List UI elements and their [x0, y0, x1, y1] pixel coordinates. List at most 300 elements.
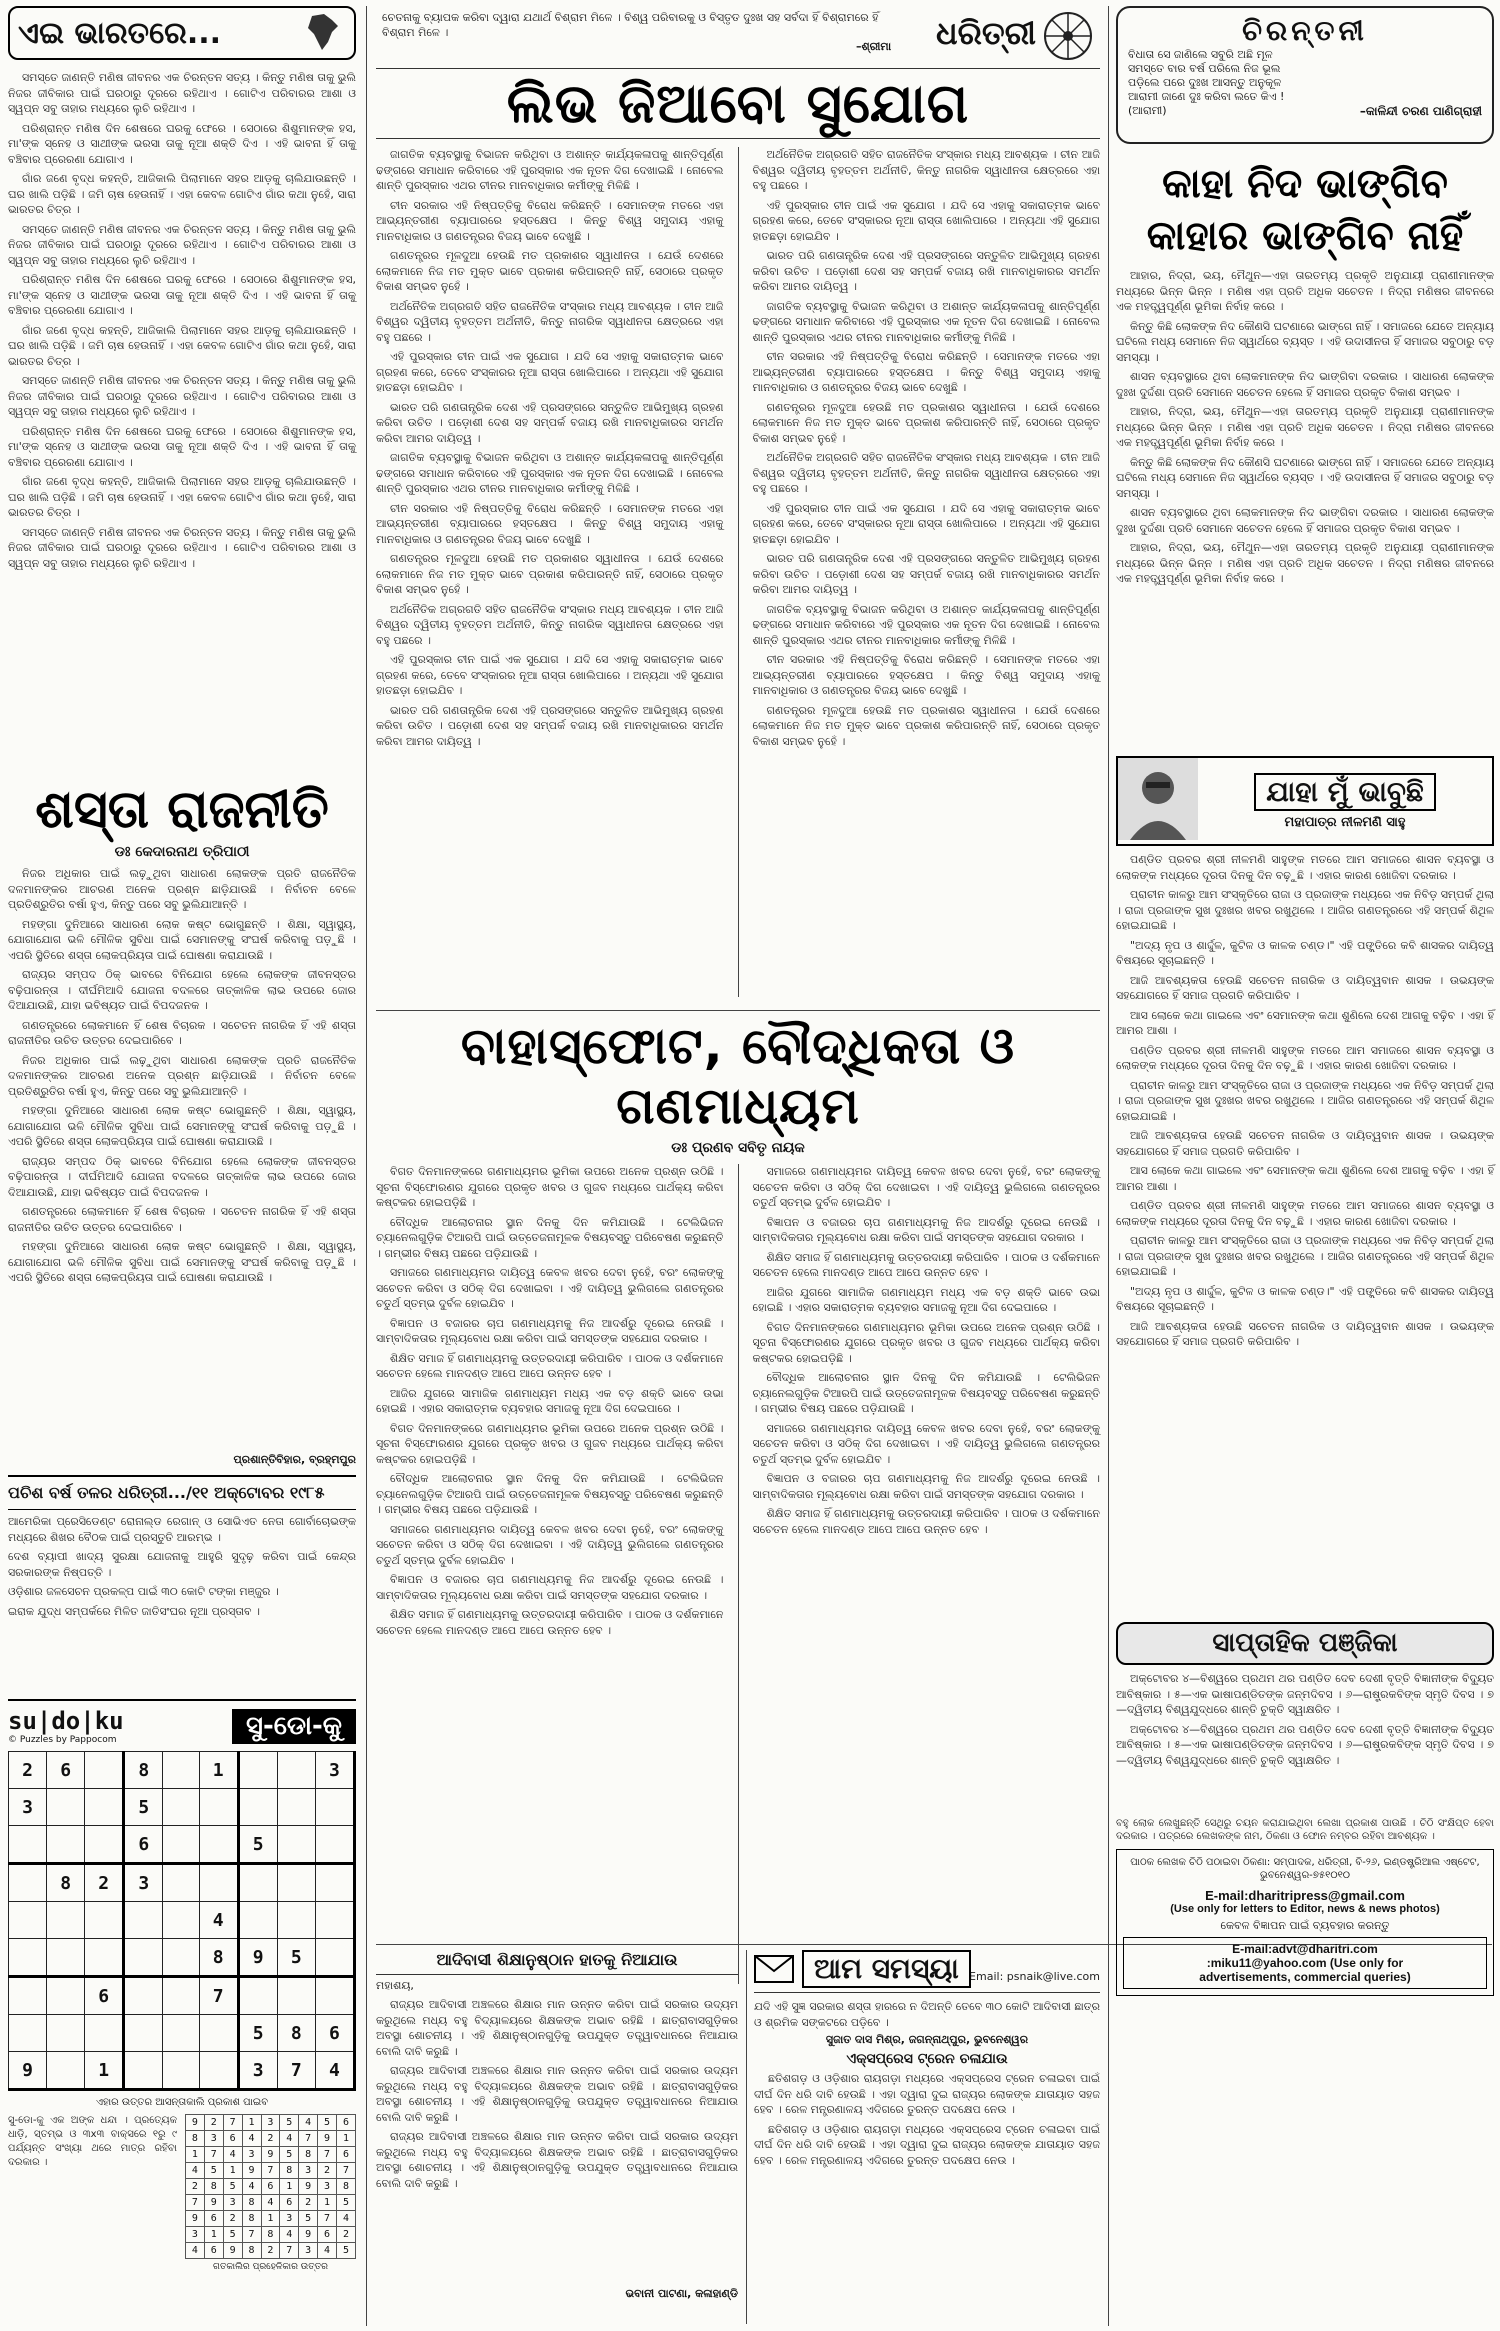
solution-row	[186, 2227, 356, 2243]
paragraph: ଜାଗତିକ ବ୍ୟବସ୍ଥାକୁ ବିଭାଜନ କରିଥିବା ଓ ଅଶାନ୍ତ କାର୍ଯ୍ୟକଳାପକୁ ଶାନ୍ତିପୂର୍ଣ୍ଣ ଢଙ୍ଗରେ ସମାଧାନ କରିବାରେ ଏହି ପୁରସ୍କାର ଏକ ନୂତନ ଦିଗ ଦେଖାଇଛି । ନୋବେଲ ଶାନ୍ତି ପୁରସ୍କାର ଏଥର ଚୀନର ମାନବାଧିକାର କର୍ମୀଙ୍କୁ ମିଳିଛି ।	[752, 602, 1100, 647]
sudoku-row	[9, 1939, 355, 1977]
sudoku-cell	[85, 1752, 124, 1789]
paragraph: ଆଜି ଆବଶ୍ୟକତା ହେଉଛି ସଚେତନ ନାଗରିକ ଓ ଦାୟିତ୍ୱବାନ ଶାସକ । ଉଭୟଙ୍କ ସହଯୋଗରେ ହିଁ ସମାଜ ପ୍ରଗତି କରିପାରିବ ।	[1116, 973, 1494, 1002]
solution-cell: 5	[204, 2163, 223, 2179]
article2-signature: ପ୍ରଶାନ୍ତିବିହାର, ବ୍ରହ୍ମପୁର	[233, 1453, 356, 1466]
paragraph: ଆସ ଲୋକେ କଥା ଗାଇଲେ ଏବଂ ସେମାନଙ୍କ କଥା ଶୁଣିଲେ ଦେଶ ଆଗକୁ ବଢ଼ିବ । ଏହା ହିଁ ଆମର ଆଶା ।	[1116, 1164, 1494, 1193]
sudoku-cell	[47, 1826, 85, 1864]
sudoku-row	[9, 1826, 355, 1864]
solution-cell: 7	[186, 2195, 205, 2211]
solution-cell: 9	[223, 2243, 242, 2259]
sudoku-cell	[277, 1902, 315, 1939]
solution-cell: 4	[318, 2243, 337, 2259]
sudoku-row	[9, 1789, 355, 1826]
solution-row	[186, 2243, 356, 2259]
editorial	[376, 74, 1100, 1004]
sudoku-cell	[124, 1902, 163, 1939]
paragraph: ଚୀନ ସରକାର ଏହି ନିଷ୍ପତ୍ତିକୁ ବିରୋଧ କରିଛନ୍ତି । ସେମାନଙ୍କ ମତରେ ଏହା ଆଭ୍ୟନ୍ତରୀଣ ବ୍ୟାପାରରେ ହସ୍ତକ୍ଷେପ । କିନ୍ତୁ ବିଶ୍ୱ ସମୁଦାୟ ଏହାକୁ ମାନବାଧିକାର ଓ ଗଣତନ୍ତ୍ରର ବିଜୟ ଭାବେ ଦେଖୁଛି ।	[752, 653, 1100, 697]
solution-cell: 4	[242, 2131, 261, 2147]
sudoku-cell	[315, 1977, 354, 2015]
paragraph: ରାଜ୍ୟର ଆଦିବାସୀ ଅଞ୍ଚଳରେ ଶିକ୍ଷାର ମାନ ଉନ୍ନତ କରିବା ପାଇଁ ସରକାର ଉଦ୍ୟମ କରୁଥିଲେ ମଧ୍ୟ ବହୁ ବିଦ୍ୟାଳୟରେ ଶିକ୍ଷକଙ୍କ ଅଭାବ ରହିଛି । ଛାତ୍ରାବାସଗୁଡ଼ିକର ଅବସ୍ଥା ଶୋଚନୀୟ । ଏହି ଶିକ୍ଷାନୁଷ୍ଠାନଗୁଡ଼ିକୁ ଉପଯୁକ୍ତ ତତ୍ତ୍ୱାବଧାନରେ ନିଆଯାଉ ବୋଲି ଦାବି କରୁଛି ।	[376, 2130, 738, 2190]
paragraph: ସମାଜରେ ଗଣମାଧ୍ୟମର ଦାୟିତ୍ୱ କେବଳ ଖବର ଦେବା ନୁହେଁ, ବରଂ ଲୋକଙ୍କୁ ସଚେତନ କରିବା ଓ ସଠିକ୍ ଦିଗ ଦେଖାଇବା । ଏହି ଦାୟିତ୍ୱ ଭୁଲିଗଲେ ଗଣତନ୍ତ୍ରର ଚତୁର୍ଥ ସ୍ତମ୍ଭ ଦୁର୍ବଳ ହୋଇଯିବ ।	[376, 1522, 724, 1567]
paragraph: ଆଜି ଆବଶ୍ୟକତା ହେଉଛି ସଚେତନ ନାଗରିକ ଓ ଦାୟିତ୍ୱବାନ ଶାସକ । ଉଭୟଙ୍କ ସହଯୋଗରେ ହିଁ ସମାଜ ପ୍ରଗତି କରିପାରିବ ।	[1116, 1319, 1494, 1348]
sudoku-cell	[238, 1789, 277, 1826]
paragraph: "ଅଦ୍ୟ ନୃପ ଓ ଶାର୍ଦ୍ଦୁଳ, କୁଟିଳ ଓ କାଳକ ଚଣ୍ଡ।" ଏହି ପଙ୍କ୍ତିରେ କବି ଶାସକର ଦାୟିତ୍ୱ ବିଷୟରେ ସୂଚାଇଛନ୍ତି ।	[1116, 1284, 1494, 1313]
paragraph: ଗଣତନ୍ତ୍ରର ମୂଳଦୁଆ ହେଉଛି ମତ ପ୍ରକାଶର ସ୍ୱାଧୀନତା । ଯେଉଁ ଦେଶରେ ଲୋକମାନେ ନିଜ ମତ ମୁକ୍ତ ଭାବେ ପ୍ରକାଶ କରିପାରନ୍ତି ନାହିଁ, ସେଠାରେ ପ୍ରକୃତ ବିକାଶ ସମ୍ଭବ ନୁହେଁ ।	[752, 400, 1100, 445]
solution-cell: 7	[318, 2147, 337, 2163]
sudoku-cell	[315, 1789, 354, 1826]
left-column	[8, 6, 356, 2324]
solution-cell: 4	[299, 2115, 318, 2131]
solution-cell: 8	[186, 2131, 205, 2147]
article2-title: ଶସ୍ତା ରାଜନୀତି	[35, 780, 329, 840]
paragraph: ଗଣତନ୍ତ୍ରରେ ଲୋକମାନେ ହିଁ ଶେଷ ବିଚାରକ । ସଚେତନ ନାଗରିକ ହିଁ ଏହି ଶସ୍ତା ରାଜନୀତିର ଉଚିତ ଉତ୍ତର ଦେଇପାରିବେ ।	[8, 1018, 356, 1047]
solution-cell: 8	[204, 2179, 223, 2195]
paragraph: ବିଜ୍ଞାପନ ଓ ବଜାରର ଚାପ ଗଣମାଧ୍ୟମକୁ ନିଜ ଆଦର୍ଶରୁ ଦୂରେଇ ନେଉଛି । ସାମ୍ବାଦିକତାର ମୂଲ୍ୟବୋଧ ରକ୍ଷା କରିବା ପାଇଁ ସମସ୍ତଙ୍କ ସହଯୋଗ ଦରକାର ।	[376, 1316, 724, 1345]
sudoku-cell	[277, 1826, 315, 1864]
poem-line: ଆରାମୀ ଜାଣେ ଦୁଃ କରିବା ଲତେ କିଏ !	[1128, 90, 1285, 103]
chiratani-box	[1116, 6, 1494, 144]
sudoku-cell: 8	[124, 1752, 163, 1789]
paragraph: ଶାସନ ବ୍ୟବସ୍ଥାରେ ଥିବା ଲୋକମାନଙ୍କ ନିଦ ଭାଙ୍ଗିବା ଦରକାର । ସାଧାରଣ ଲୋକଙ୍କ ଦୁଃଖ ଦୁର୍ଦ୍ଦଶା ପ୍ରତି ସେମାନେ ସଚେତନ ହେଲେ ହିଁ ସମାଜର ପ୍ରକୃତ ବିକାଶ ସମ୍ଭବ ।	[1116, 506, 1494, 535]
sudoku-cell	[85, 1826, 124, 1864]
column-divider	[738, 147, 739, 997]
paragraph: ଆଜି ଆବଶ୍ୟକତା ହେଉଛି ସଚେତନ ନାଗରିକ ଓ ଦାୟିତ୍ୱବାନ ଶାସକ । ଉଭୟଙ୍କ ସହଯୋଗରେ ହିଁ ସମାଜ ପ୍ରଗତି କରିପାରିବ ।	[1116, 1129, 1494, 1158]
sudoku-cell: 3	[315, 1752, 354, 1789]
paragraph: ଶାସନ ବ୍ୟବସ୍ଥାରେ ଥିବା ଲୋକମାନଙ୍କ ନିଦ ଭାଙ୍ଗିବା ଦରକାର । ସାଧାରଣ ଲୋକଙ୍କ ଦୁଃଖ ଦୁର୍ଦ୍ଦଶା ପ୍ରତି ସେମାନେ ସଚେତନ ହେଲେ ହିଁ ସମାଜର ପ୍ରକୃତ ବିକାଶ ସମ୍ଭବ ।	[1116, 370, 1494, 399]
solution-cell: 9	[204, 2195, 223, 2211]
list-item: ଓଡ଼ିଶାର ଜଳସେଚନ ପ୍ରକଳ୍ପ ପାଇଁ ୩୦ କୋଟି ଟଙ୍କା ମଞ୍ଜୁର ।	[8, 1585, 279, 1598]
paragraph: ସମାଜରେ ଗଣମାଧ୍ୟମର ଦାୟିତ୍ୱ କେବଳ ଖବର ଦେବା ନୁହେଁ, ବରଂ ଲୋକଙ୍କୁ ସଚେତନ କରିବା ଓ ସଠିକ୍ ଦିଗ ଦେଖାଇବା । ଏହି ଦାୟିତ୍ୱ ଭୁଲିଗଲେ ଗଣତନ୍ତ୍ରର ଚତୁର୍ଥ ସ୍ତମ୍ଭ ଦୁର୍ବଳ ହୋଇଯିବ ।	[752, 1421, 1100, 1466]
paragraph: ଅର୍ଥନୈତିକ ଅଗ୍ରଗତି ସହିତ ରାଜନୈତିକ ସଂସ୍କାର ମଧ୍ୟ ଆବଶ୍ୟକ । ଚୀନ ଆଜି ବିଶ୍ୱର ଦ୍ୱିତୀୟ ବୃହତ୍ତମ ଅର୍ଥନୀତି, କିନ୍ତୁ ନାଗରିକ ସ୍ୱାଧୀନତା କ୍ଷେତ୍ରରେ ଏହା ବହୁ ପଛରେ ।	[376, 602, 724, 647]
list-item: ଦେଶ ବ୍ୟାପୀ ଖାଦ୍ୟ ସୁରକ୍ଷା ଯୋଜନାକୁ ଆହୁରି ସୁଦୃଢ଼ କରିବା ପାଇଁ କେନ୍ଦ୍ର ସରକାରଙ୍କ ନିଷ୍ପତ୍ତି ।	[8, 1550, 356, 1579]
paragraph: ଏହି ପୁରସ୍କାର ଚୀନ ପାଇଁ ଏକ ସୁଯୋଗ । ଯଦି ସେ ଏହାକୁ ସକାରାତ୍ମକ ଭାବେ ଗ୍ରହଣ କରେ, ତେବେ ସଂସ୍କାରର ନୂଆ ରାସ୍ତା ଖୋଲିପାରେ । ଅନ୍ୟଥା ଏହି ସୁଯୋଗ ହାତଛଡ଼ା ହୋଇଯିବ ।	[752, 501, 1100, 546]
sudoku-cell	[163, 1977, 199, 2015]
sudoku-cell	[163, 1752, 199, 1789]
paragraph: ଜାଗତିକ ବ୍ୟବସ୍ଥାକୁ ବିଭାଜନ କରିଥିବା ଓ ଅଶାନ୍ତ କାର୍ଯ୍ୟକଳାପକୁ ଶାନ୍ତିପୂର୍ଣ୍ଣ ଢଙ୍ଗରେ ସମାଧାନ କରିବାରେ ଏହି ପୁରସ୍କାର ଏକ ନୂତନ ଦିଗ ଦେଖାଇଛି । ନୋବେଲ ଶାନ୍ତି ପୁରସ୍କାର ଏଥର ଚୀନର ମାନବାଧିକାର କର୍ମୀଙ୍କୁ ମିଳିଛି ।	[376, 148, 724, 192]
sudoku-cell: 5	[124, 1789, 163, 1826]
paragraph: ପରିଶ୍ରାନ୍ତ ମଣିଷ ଦିନ ଶେଷରେ ଘରକୁ ଫେରେ । ସେଠାରେ ଶିଶୁମାନଙ୍କ ହସ, ମା'ଙ୍କ ସ୍ନେହ ଓ ସାଥୀଙ୍କ ଭରସା ତାକୁ ନୂଆ ଶକ୍ତି ଦିଏ । ଏହି ଭାବନା ହିଁ ତାକୁ ବଞ୍ଚିବାର ପ୍ରେରଣା ଯୋଗାଏ ।	[8, 424, 356, 469]
solution-cell: 6	[337, 2147, 356, 2163]
sudoku-row	[9, 1977, 355, 2015]
paragraph: ଗାଁର ଜଣେ ବୃଦ୍ଧ କହନ୍ତି, ଆଜିକାଲି ପିଲାମାନେ ସହର ଆଡ଼କୁ ଚାଲିଯାଉଛନ୍ତି । ଘର ଖାଲି ପଡ଼ିଛି । ଜମି ଚାଷ ହେଉନାହିଁ । ଏହା କେବଳ ଗୋଟିଏ ଗାଁର କଥା ନୁହେଁ, ସାରା ଭାରତର ଚିତ୍ର ।	[8, 172, 356, 216]
sudoku-cell	[163, 2015, 199, 2052]
sudoku-cell: 6	[47, 1752, 85, 1789]
sudoku-cell: 4	[315, 2052, 354, 2090]
paragraph: ଚୀନ ସରକାର ଏହି ନିଷ୍ପତ୍ତିକୁ ବିରୋଧ କରିଛନ୍ତି । ସେମାନଙ୍କ ମତରେ ଏହା ଆଭ୍ୟନ୍ତରୀଣ ବ୍ୟାପାରରେ ହସ୍ତକ୍ଷେପ । କିନ୍ତୁ ବିଶ୍ୱ ସମୁଦାୟ ଏହାକୁ ମାନବାଧିକାର ଓ ଗଣତନ୍ତ୍ରର ବିଜୟ ଭାବେ ଦେଖୁଛି ।	[752, 350, 1100, 394]
sudoku-cell	[85, 1939, 124, 1977]
solution-cell: 7	[337, 2163, 356, 2179]
solution-cell: 1	[223, 2163, 242, 2179]
paragraph: ମହଙ୍ଗା ଦୁନିଆରେ ସାଧାରଣ ଲୋକ କଷ୍ଟ ଭୋଗୁଛନ୍ତି । ଶିକ୍ଷା, ସ୍ୱାସ୍ଥ୍ୟ, ଯୋଗାଯୋଗ ଭଳି ମୌଳିକ ସୁବିଧା ପାଇଁ ସେମାନଙ୍କୁ ସଂଘର୍ଷ କରିବାକୁ ପଡ଼ୁଛି । ଏପରି ସ୍ଥିତିରେ ଶସ୍ତା ଲୋକପ୍ରିୟତା ପାଇଁ ଘୋଷଣା କରାଯାଉଛି ।	[8, 1240, 356, 1284]
letters-mid-title: ଆମ ସମସ୍ୟା	[802, 1950, 971, 1988]
paragraph: ବିଜ୍ଞାପନ ଓ ବଜାରର ଚାପ ଗଣମାଧ୍ୟମକୁ ନିଜ ଆଦର୍ଶରୁ ଦୂରେଇ ନେଉଛି । ସାମ୍ବାଦିକତାର ମୂଲ୍ୟବୋଧ ରକ୍ଷା କରିବା ପାଇଁ ସମସ୍ତଙ୍କ ସହଯୋଗ ଦରକାର ।	[376, 1573, 724, 1602]
article2-body	[8, 866, 356, 1451]
paragraph: ଗଣତନ୍ତ୍ରରେ ଲୋକମାନେ ହିଁ ଶେଷ ବିଚାରକ । ସଚେତନ ନାଗରିକ ହିଁ ଏହି ଶସ୍ତା ରାଜନୀତିର ଉଚିତ ଉତ୍ତର ଦେଇପାରିବେ ।	[8, 1205, 356, 1234]
sudoku-cell	[9, 1826, 47, 1864]
sudoku-cell	[9, 1939, 47, 1977]
letters-mid-body-2	[754, 2071, 1100, 2271]
letters-left-body	[376, 1997, 738, 2287]
sudoku-cell	[238, 1752, 277, 1789]
solution-cell: 8	[242, 2211, 261, 2227]
sudoku-cell	[163, 1864, 199, 1902]
email-note: advertisements, commercial queries)	[1199, 1970, 1411, 1984]
paragraph: ବୌଦ୍ଧିକ ଆଲୋଚନାର ସ୍ଥାନ ଦିନକୁ ଦିନ କମିଯାଉଛି । ଟେଲିଭିଜନ ଚ୍ୟାନେଲଗୁଡ଼ିକ ଟିଆରପି ପାଇଁ ଉତ୍ତେଜନାମୂଳକ ବିଷୟବସ୍ତୁ ପରିବେଷଣ କରୁଛନ୍ତି । ଗମ୍ଭୀର ବିଷୟ ପଛରେ ପଡ଼ିଯାଉଛି ।	[376, 1215, 724, 1260]
solution-cell: 9	[261, 2147, 280, 2163]
article2-byline: ଡଃ କେଦାରନାଥ ତ୍ରିପାଠୀ	[114, 844, 250, 860]
past-items	[8, 1510, 356, 1699]
solution-row	[186, 2163, 356, 2179]
paragraph: ସମସ୍ତେ ଜାଣନ୍ତି ମଣିଷ ଜୀବନର ଏକ ଚିରନ୍ତନ ସତ୍ୟ । କିନ୍ତୁ ମଣିଷ ତାକୁ ଭୁଲି ନିଜର ଜୀବିକାର ପାଇଁ ଘରଠାରୁ ଦୂରରେ ରହିଥାଏ । ଗୋଟିଏ ପରିବାରର ଆଶା ଓ ସ୍ୱପ୍ନ ସବୁ ତାହାର ମଧ୍ୟରେ ଲୁଚି ରହିଥାଏ ।	[8, 525, 356, 570]
paragraph: ଭାରତ ପରି ଗଣତାନ୍ତ୍ରିକ ଦେଶ ଏହି ପ୍ରସଙ୍ଗରେ ସନ୍ତୁଳିତ ଆଭିମୁଖ୍ୟ ଗ୍ରହଣ କରିବା ଉଚିତ । ପଡ଼ୋଶୀ ଦେଶ ସହ ସମ୍ପର୍କ ବଜାୟ ରଖି ମାନବାଧିକାରର ସମର୍ଥନ କରିବା ଆମର ଦାୟିତ୍ୱ ।	[752, 249, 1100, 293]
column-divider	[738, 1164, 739, 1984]
paragraph: ଜାଗତିକ ବ୍ୟବସ୍ଥାକୁ ବିଭାଜନ କରିଥିବା ଓ ଅଶାନ୍ତ କାର୍ଯ୍ୟକଳାପକୁ ଶାନ୍ତିପୂର୍ଣ୍ଣ ଢଙ୍ଗରେ ସମାଧାନ କରିବାରେ ଏହି ପୁରସ୍କାର ଏକ ନୂତନ ଦିଗ ଦେଖାଇଛି । ନୋବେଲ ଶାନ୍ତି ପୁରସ୍କାର ଏଥର ଚୀନର ମାନବାଧିକାର କର୍ମୀଙ୍କୁ ମିଳିଛି ।	[752, 299, 1100, 344]
paragraph: ଜାଗତିକ ବ୍ୟବସ୍ଥାକୁ ବିଭାଜନ କରିଥିବା ଓ ଅଶାନ୍ତ କାର୍ଯ୍ୟକଳାପକୁ ଶାନ୍ତିପୂର୍ଣ୍ଣ ଢଙ୍ଗରେ ସମାଧାନ କରିବାରେ ଏହି ପୁରସ୍କାର ଏକ ନୂତନ ଦିଗ ଦେଖାଇଛି । ନୋବେଲ ଶାନ୍ତି ପୁରସ୍କାର ଏଥର ଚୀନର ମାନବାଧିକାର କର୍ମୀଙ୍କୁ ମିଳିଛି ।	[376, 451, 724, 495]
paragraph: ବିଜ୍ଞାପନ ଓ ବଜାରର ଚାପ ଗଣମାଧ୍ୟମକୁ ନିଜ ଆଦର୍ଶରୁ ଦୂରେଇ ନେଉଛି । ସାମ୍ବାଦିକତାର ମୂଲ୍ୟବୋଧ ରକ୍ଷା କରିବା ପାଇଁ ସମସ୍ତଙ୍କ ସହଯୋଗ ଦରକାର ।	[752, 1215, 1100, 1244]
sudoku-cell: 8	[199, 1939, 238, 1977]
solution-cell: 6	[261, 2179, 280, 2195]
past-banner	[8, 1475, 356, 1510]
paragraph: ଶିକ୍ଷିତ ସମାଜ ହିଁ ଗଣମାଧ୍ୟମକୁ ଉତ୍ତରଦାୟୀ କରିପାରିବ । ପାଠକ ଓ ଦର୍ଶକମାନେ ସଚେତନ ହେଲେ ମାନଦଣ୍ଡ ଆପେ ଆପେ ଉନ୍ନତ ହେବ ।	[376, 1351, 724, 1380]
solution-cell: 1	[261, 2211, 280, 2227]
column-divider	[746, 1950, 747, 2324]
paragraph: ପଣ୍ଡିତ ପ୍ରବର ଶ୍ରୀ ନୀଳମଣି ସାହୁଙ୍କ ମତରେ ଆମ ସମାଜରେ ଶାସନ ବ୍ୟବସ୍ଥା ଓ ଲୋକଙ୍କ ମଧ୍ୟରେ ଦୂରତା ଦିନକୁ ଦିନ ବଢ଼ୁଛି । ଏହାର କାରଣ ଖୋଜିବା ଦରକାର ।	[1116, 1199, 1494, 1228]
sudoku-row	[9, 2015, 355, 2052]
banner-title: ଏଇ ଭାରତରେ...	[18, 15, 222, 51]
sudoku-cell	[199, 2015, 238, 2052]
poem-line: (ଆରାମୀ)	[1128, 104, 1167, 117]
sudoku-credit: © Puzzles by Pappocom	[8, 1735, 117, 1745]
paragraph: ମହଙ୍ଗା ଦୁନିଆରେ ସାଧାରଣ ଲୋକ କଷ୍ଟ ଭୋଗୁଛନ୍ତି । ଶିକ୍ଷା, ସ୍ୱାସ୍ଥ୍ୟ, ଯୋଗାଯୋଗ ଭଳି ମୌଳିକ ସୁବିଧା ପାଇଁ ସେମାନଙ୍କୁ ସଂଘର୍ଷ କରିବାକୁ ପଡ଼ୁଛି । ଏପରି ସ୍ଥିତିରେ ଶସ୍ତା ଲୋକପ୍ରିୟତା ପାଇଁ ଘୋଷଣା କରାଯାଉଛି ।	[8, 1104, 356, 1148]
sudoku-cell: 6	[315, 2015, 354, 2052]
solution-cell: 6	[337, 2115, 356, 2131]
paragraph: ଭାରତ ପରି ଗଣତାନ୍ତ୍ରିକ ଦେଶ ଏହି ପ୍ରସଙ୍ଗରେ ସନ୍ତୁଳିତ ଆଭିମୁଖ୍ୟ ଗ୍ରହଣ କରିବା ଉଚିତ । ପଡ଼ୋଶୀ ଦେଶ ସହ ସମ୍ପର୍କ ବଜାୟ ରଖି ମାନବାଧିକାରର ସମର୍ଥନ କରିବା ଆମର ଦାୟିତ୍ୱ ।	[376, 703, 724, 748]
paragraph: ଶିକ୍ଷିତ ସମାଜ ହିଁ ଗଣମାଧ୍ୟମକୁ ଉତ୍ତରଦାୟୀ କରିପାରିବ । ପାଠକ ଓ ଦର୍ଶକମାନେ ସଚେତନ ହେଲେ ମାନଦଣ୍ଡ ଆପେ ଆପେ ଉନ୍ନତ ହେବ ।	[376, 1608, 724, 1637]
letters-left	[376, 1950, 738, 2324]
sudoku-cell: 6	[85, 1977, 124, 2015]
poem-line: ପଡ଼ିଲେ ପରେ ଦୁଃଖ ଆସନ୍ତୁ ଅନୁକୂଳ	[1128, 76, 1282, 89]
solution-cell: 3	[204, 2131, 223, 2147]
solution-cell: 6	[223, 2131, 242, 2147]
masthead	[376, 4, 1100, 69]
sudoku-cell	[124, 1977, 163, 2015]
paragraph: ସମାଜରେ ଗଣମାଧ୍ୟମର ଦାୟିତ୍ୱ କେବଳ ଖବର ଦେବା ନୁହେଁ, ବରଂ ଲୋକଙ୍କୁ ସଚେତନ କରିବା ଓ ସଠିକ୍ ଦିଗ ଦେଖାଇବା । ଏହି ଦାୟିତ୍ୱ ଭୁଲିଗଲେ ଗଣତନ୍ତ୍ରର ଚତୁର୍ଥ ସ୍ତମ୍ଭ ଦୁର୍ବଳ ହୋଇଯିବ ।	[376, 1266, 724, 1310]
solution-cell: 1	[186, 2147, 205, 2163]
email-editorial[interactable]	[1123, 1888, 1487, 1915]
address: ପାଠକ ଲେଖକ ଚିଠି ପଠାଇବା ଠିକଣା: ସମ୍ପାଦକ, ଧରିତ୍ରୀ, ବି-୨୬, ଇଣ୍ଡଷ୍ଟ୍ରିଆଲ ଏଷ୍ଟେଟ, ଭୁବନେଶ୍ୱର-୭୫୧୦୧୦	[1130, 1857, 1480, 1881]
solution-cell: 4	[186, 2163, 205, 2179]
sudoku-cell	[199, 1864, 238, 1902]
editorial-title: ଲିଭ ଜିଆବୋ ସୁଯୋଗ	[376, 74, 1100, 139]
paragraph: ରାଜ୍ୟର ଆଦିବାସୀ ଅଞ୍ଚଳରେ ଶିକ୍ଷାର ମାନ ଉନ୍ନତ କରିବା ପାଇଁ ସରକାର ଉଦ୍ୟମ କରୁଥିଲେ ମଧ୍ୟ ବହୁ ବିଦ୍ୟାଳୟରେ ଶିକ୍ଷକଙ୍କ ଅଭାବ ରହିଛି । ଛାତ୍ରାବାସଗୁଡ଼ିକର ଅବସ୍ଥା ଶୋଚନୀୟ । ଏହି ଶିକ୍ଷାନୁଷ୍ଠାନଗୁଡ଼ିକୁ ଉପଯୁକ୍ତ ତତ୍ତ୍ୱାବଧାନରେ ନିଆଯାଉ ବୋଲି ଦାବି କରୁଛି ।	[376, 1998, 738, 2058]
paragraph: ଅକ୍ଟୋବର ୪—ବିଶ୍ୱରେ ପ୍ରଥମ ଥର ପଣ୍ଡିତ ଦେବ ଦେଶୀ ବୃତ୍ତି ବିଜ୍ଞାନୀଙ୍କ ବିଦ୍ୟୁତ ଆବିଷ୍କାର । ୫—ଏକ ଭାଷାପଣ୍ଡିତଙ୍କ ଜନ୍ମଦିବସ । ୬—ରାଷ୍ଟ୍ରକବିଙ୍କ ସ୍ମୃତି ଦିବସ । ୭—ଦ୍ୱିତୀୟ ବିଶ୍ୱଯୁଦ୍ଧରେ ଶାନ୍ତି ଚୁକ୍ତି ସ୍ୱାକ୍ଷରିତ ।	[1116, 1722, 1494, 1767]
solution-cell: 5	[318, 2115, 337, 2131]
solution-cell: 8	[242, 2243, 261, 2259]
letters-mid-body-1: ଯଦି ଏହି ସୁଜ୍ଞ ସରକାର ଶସ୍ତା ହାରରେ ନ ଦିଅନ୍ତି ତେବେ ୩୦ କୋଟି ଆଦିବାସୀ ଛାତ୍ର ଓ ଶ୍ରମିକ ସଙ୍କଟରେ ପଡ଼ିବେ ।	[754, 2000, 1100, 2029]
contact-box	[1116, 1849, 1494, 1996]
sudoku-cell	[277, 1864, 315, 1902]
sudoku-cell	[315, 1902, 354, 1939]
chiratani-title: ଚିରନ୍ତନୀ	[1242, 14, 1368, 47]
solution-cell: 8	[299, 2147, 318, 2163]
paragraph: ପଣ୍ଡିତ ପ୍ରବର ଶ୍ରୀ ନୀଳମଣି ସାହୁଙ୍କ ମତରେ ଆମ ସମାଜରେ ଶାସନ ବ୍ୟବସ୍ଥା ଓ ଲୋକଙ୍କ ମଧ୍ୟରେ ଦୂରତା ଦିନକୁ ଦିନ ବଢ଼ୁଛି । ଏହାର କାରଣ ଖୋଜିବା ଦରକାର ।	[1116, 1043, 1494, 1072]
solution-row	[186, 2211, 356, 2227]
solution-row	[186, 2195, 356, 2211]
author-portrait	[1118, 758, 1198, 840]
weekly-banner	[1116, 1622, 1494, 1665]
solution-cell: 6	[318, 2227, 337, 2243]
solution-cell: 4	[242, 2179, 261, 2195]
paragraph: ନିଜର ଅଧିକାର ପାଇଁ ଲଢ଼ୁଥିବା ସାଧାରଣ ଲୋକଙ୍କ ପ୍ରତି ରାଜନୈତିକ ଦଳମାନଙ୍କର ଆଚରଣ ଅନେକ ପ୍ରଶ୍ନ ଛାଡ଼ିଯାଉଛି । ନିର୍ବାଚନ ବେଳେ ପ୍ରତିଶ୍ରୁତିର ବର୍ଷା ହୁଏ, କିନ୍ତୁ ପରେ ସବୁ ଭୁଲିଯାଆନ୍ତି ।	[8, 867, 356, 911]
paragraph: ଅକ୍ଟୋବର ୪—ବିଶ୍ୱରେ ପ୍ରଥମ ଥର ପଣ୍ଡିତ ଦେବ ଦେଶୀ ବୃତ୍ତି ବିଜ୍ଞାନୀଙ୍କ ବିଦ୍ୟୁତ ଆବିଷ୍କାର । ୫—ଏକ ଭାଷାପଣ୍ଡିତଙ୍କ ଜନ୍ମଦିବସ । ୬—ରାଷ୍ଟ୍ରକବିଙ୍କ ସ୍ମୃତି ଦିବସ । ୭—ଦ୍ୱିତୀୟ ବିଶ୍ୱଯୁଦ୍ଧରେ ଶାନ୍ତି ଚୁକ୍ତି ସ୍ୱାକ୍ଷରିତ ।	[1116, 1672, 1494, 1716]
center-col-1	[376, 1164, 724, 1984]
sudoku-cell: 8	[47, 1864, 85, 1902]
center-col-2	[753, 1164, 1101, 1984]
sudoku-cell	[163, 2052, 199, 2090]
email-link[interactable]: E-mail:advt@dharitri.com	[1232, 1942, 1378, 1956]
sudoku-cell	[47, 1939, 85, 1977]
paragraph: ରାଜ୍ୟର ସମ୍ପଦ ଠିକ୍ ଭାବରେ ବିନିଯୋଗ ହେଲେ ଲୋକଙ୍କ ଜୀବନସ୍ତର ବଢ଼ିପାରନ୍ତା । ଦୀର୍ଘମିଆଦି ଯୋଜନା ବଦଳରେ ତାତ୍କାଳିକ ଲାଭ ଉପରେ ଜୋର ଦିଆଯାଉଛି, ଯାହା ଭବିଷ୍ୟତ ପାଇଁ ବିପଦଜନକ ।	[8, 968, 356, 1012]
paragraph: ସମସ୍ତେ ଜାଣନ୍ତି ମଣିଷ ଜୀବନର ଏକ ଚିରନ୍ତନ ସତ୍ୟ । କିନ୍ତୁ ମଣିଷ ତାକୁ ଭୁଲି ନିଜର ଜୀବିକାର ପାଇଁ ଘରଠାରୁ ଦୂରରେ ରହିଥାଏ । ଗୋଟିଏ ପରିବାରର ଆଶା ଓ ସ୍ୱପ୍ନ ସବୁ ତାହାର ମଧ୍ୟରେ ଲୁଚି ରହିଥାଏ ।	[8, 222, 356, 267]
solution-cell: 2	[186, 2179, 205, 2195]
india-map-icon	[302, 12, 342, 52]
masthead-brand: ଧରିତ୍ରୀ	[936, 14, 1036, 52]
sudoku-cell	[9, 2015, 47, 2052]
solution-cell: 5	[223, 2179, 242, 2195]
solution-cell: 5	[280, 2147, 299, 2163]
paragraph: ରାଜ୍ୟର ସମ୍ପଦ ଠିକ୍ ଭାବରେ ବିନିଯୋଗ ହେଲେ ଲୋକଙ୍କ ଜୀବନସ୍ତର ବଢ଼ିପାରନ୍ତା । ଦୀର୍ଘମିଆଦି ଯୋଜନା ବଦଳରେ ତାତ୍କାଳିକ ଲାଭ ଉପରେ ଜୋର ଦିଆଯାଉଛି, ଯାହା ଭବିଷ୍ୟତ ପାଇଁ ବିପଦଜନକ ।	[8, 1154, 356, 1199]
sudoku-cell	[277, 1789, 315, 1826]
paragraph: ଛତିଶଗଡ଼ ଓ ଓଡ଼ିଶାର ରାୟଗଡ଼ା ମଧ୍ୟରେ ଏକ୍ସପ୍ରେସ ଟ୍ରେନ ଚଳାଇବା ପାଇଁ ଦୀର୍ଘ ଦିନ ଧରି ଦାବି ହେଉଛି । ଏହା ଦ୍ୱାରା ଦୁଇ ରାଜ୍ୟର ଲୋକଙ୍କ ଯାତାୟାତ ସହଜ ହେବ । ରେଳ ମନ୍ତ୍ରଣାଳୟ ଏଦିଗରେ ତୁରନ୍ତ ପଦକ୍ଷେପ ନେଉ ।	[754, 2072, 1100, 2116]
sudoku-row	[9, 1902, 355, 1939]
masthead-quote-author: –ଶ୍ରୀମା	[856, 40, 892, 53]
sudoku-cell	[47, 1902, 85, 1939]
solution-cell: 7	[223, 2115, 242, 2131]
sudoku-cell: 1	[199, 1752, 238, 1789]
sudoku-cell	[277, 1977, 315, 2015]
sudoku-cell	[85, 2015, 124, 2052]
email-link[interactable]: E-mail:dharitripress@gmail.com	[1205, 1888, 1405, 1903]
sudoku-cell	[199, 1789, 238, 1826]
solution-cell: 2	[261, 2131, 280, 2147]
sudoku-cell	[9, 1902, 47, 1939]
solution-cell: 6	[280, 2195, 299, 2211]
solution-cell: 1	[318, 2195, 337, 2211]
solution-cell: 3	[223, 2195, 242, 2211]
right-article-body	[1116, 268, 1494, 748]
solution-cell: 9	[299, 2227, 318, 2243]
letters-left-title: ଆଦିବାସୀ ଶିକ୍ଷାନୁଷ୍ଠାନ ହାତକୁ ନିଆଯାଉ	[376, 1950, 738, 1975]
paragraph: ଆଜିର ଯୁଗରେ ସାମାଜିକ ଗଣମାଧ୍ୟମ ମଧ୍ୟ ଏକ ବଡ଼ ଶକ୍ତି ଭାବେ ଉଭା ହୋଇଛି । ଏହାର ସକାରାତ୍ମକ ବ୍ୟବହାର ସମାଜକୁ ନୂଆ ଦିଗ ଦେଇପାରେ ।	[376, 1386, 724, 1415]
solution-cell: 4	[280, 2227, 299, 2243]
solution-cell: 1	[280, 2179, 299, 2195]
sudoku-cell: 2	[85, 1864, 124, 1902]
paragraph: ଗଣତନ୍ତ୍ରର ମୂଳଦୁଆ ହେଉଛି ମତ ପ୍ରକାଶର ସ୍ୱାଧୀନତା । ଯେଉଁ ଦେଶରେ ଲୋକମାନେ ନିଜ ମତ ମୁକ୍ତ ଭାବେ ପ୍ରକାଶ କରିପାରନ୍ତି ନାହିଁ, ସେଠାରେ ପ୍ରକୃତ ବିକାଶ ସମ୍ଭବ ନୁହେଁ ।	[752, 703, 1100, 748]
column-body	[1116, 852, 1494, 1612]
solution-cell: 8	[280, 2163, 299, 2179]
letters-mid-subtitle: ଏକ୍ସପ୍ରେସ ଟ୍ରେନ ଚଳାଯାଉ	[846, 2051, 1008, 2067]
solution-cell: 4	[186, 2243, 205, 2259]
paragraph: ବିଗତ ଦିନମାନଙ୍କରେ ଗଣମାଧ୍ୟମର ଭୂମିକା ଉପରେ ଅନେକ ପ୍ରଶ୍ନ ଉଠିଛି । ସୂଚନା ବିସ୍ଫୋରଣର ଯୁଗରେ ପ୍ରକୃତ ଖବର ଓ ଗୁଜବ ମଧ୍ୟରେ ପାର୍ଥକ୍ୟ କରିବା କଷ୍ଟକର ହୋଇପଡ଼ିଛି ।	[752, 1320, 1100, 1365]
solution-cell: 8	[261, 2227, 280, 2243]
solution-cell: 9	[318, 2131, 337, 2147]
sudoku-row	[9, 1752, 355, 1789]
column-header	[1116, 756, 1494, 846]
sudoku-cell	[9, 1977, 47, 2015]
letters-left-signer: ଭବାନୀ ପାଟଣା, କଳାହାଣ୍ଡି	[625, 2287, 738, 2300]
sudoku-solution-caption: ଗତକାଲିର ପ୍ରହେଳିକାର ଉତ୍ତର	[213, 2262, 328, 2272]
center-article-title: ବାହାସ୍ଫୋଟ, ବୌଦ୍ଧିକତା ଓ ଗଣମାଧ୍ୟମ	[460, 1017, 1016, 1135]
sudoku-cell: 2	[9, 1752, 47, 1789]
solution-cell: 3	[318, 2179, 337, 2195]
sudoku-cell	[47, 2015, 85, 2052]
sudoku-cell	[238, 1977, 277, 2015]
solution-cell: 9	[299, 2179, 318, 2195]
solution-cell: 2	[337, 2227, 356, 2243]
sudoku-cell: 3	[238, 2052, 277, 2090]
sudoku-cell: 1	[85, 2052, 124, 2090]
paragraph: ଛତିଶଗଡ଼ ଓ ଓଡ଼ିଶାର ରାୟଗଡ଼ା ମଧ୍ୟରେ ଏକ୍ସପ୍ରେସ ଟ୍ରେନ ଚଳାଇବା ପାଇଁ ଦୀର୍ଘ ଦିନ ଧରି ଦାବି ହେଉଛି । ଏହା ଦ୍ୱାରା ଦୁଇ ରାଜ୍ୟର ଲୋକଙ୍କ ଯାତାୟାତ ସହଜ ହେବ । ରେଳ ମନ୍ତ୍ରଣାଳୟ ଏଦିଗରେ ତୁରନ୍ତ ପଦକ୍ଷେପ ନେଉ ।	[754, 2122, 1100, 2167]
paragraph: ଅର୍ଥନୈତିକ ଅଗ୍ରଗତି ସହିତ ରାଜନୈତିକ ସଂସ୍କାର ମଧ୍ୟ ଆବଶ୍ୟକ । ଚୀନ ଆଜି ବିଶ୍ୱର ଦ୍ୱିତୀୟ ବୃହତ୍ତମ ଅର୍ଥନୀତି, କିନ୍ତୁ ନାଗରିକ ସ୍ୱାଧୀନତା କ୍ଷେତ୍ରରେ ଏହା ବହୁ ପଛରେ ।	[752, 451, 1100, 495]
list-item: ଇରାକ ଯୁଦ୍ଧ ସମ୍ପର୍କରେ ମିଳିତ ଜାତିସଂଘର ନୂଆ ପ୍ରସ୍ତାବ ।	[8, 1604, 260, 1618]
paragraph: ଶିକ୍ଷିତ ସମାଜ ହିଁ ଗଣମାଧ୍ୟମକୁ ଉତ୍ତରଦାୟୀ କରିପାରିବ । ପାଠକ ଓ ଦର୍ଶକମାନେ ସଚେତନ ହେଲେ ମାନଦଣ୍ଡ ଆପେ ଆପେ ଉନ୍ନତ ହେବ ।	[752, 1250, 1100, 1279]
sudoku-cell	[199, 1826, 238, 1864]
solution-cell: 2	[318, 2163, 337, 2179]
paragraph: ଚୀନ ସରକାର ଏହି ନିଷ୍ପତ୍ତିକୁ ବିରୋଧ କରିଛନ୍ତି । ସେମାନଙ୍କ ମତରେ ଏହା ଆଭ୍ୟନ୍ତରୀଣ ବ୍ୟାପାରରେ ହସ୍ତକ୍ଷେପ । କିନ୍ତୁ ବିଶ୍ୱ ସମୁଦାୟ ଏହାକୁ ମାନବାଧିକାର ଓ ଗଣତନ୍ତ୍ରର ବିଜୟ ଭାବେ ଦେଖୁଛି ।	[376, 198, 724, 243]
paragraph: ଅର୍ଥନୈତିକ ଅଗ୍ରଗତି ସହିତ ରାଜନୈତିକ ସଂସ୍କାର ମଧ୍ୟ ଆବଶ୍ୟକ । ଚୀନ ଆଜି ବିଶ୍ୱର ଦ୍ୱିତୀୟ ବୃହତ୍ତମ ଅର୍ଥନୀତି, କିନ୍ତୁ ନାଗରିକ ସ୍ୱାଧୀନତା କ୍ଷେତ୍ରରେ ଏହା ବହୁ ପଛରେ ।	[752, 148, 1100, 192]
sudoku-cell: 3	[9, 1789, 47, 1826]
solution-cell: 6	[204, 2211, 223, 2227]
sudoku-cell: 6	[124, 1826, 163, 1864]
paragraph: ପ୍ରାଚୀନ କାଳରୁ ଆମ ସଂସ୍କୃତିରେ ରାଜା ଓ ପ୍ରଜାଙ୍କ ମଧ୍ୟରେ ଏକ ନିବିଡ଼ ସମ୍ପର୍କ ଥିଲା । ରାଜା ପ୍ରଜାଙ୍କ ସୁଖ ଦୁଃଖର ଖବର ରଖୁଥିଲେ । ଆଜିର ଗଣତନ୍ତ୍ରରେ ଏହି ସମ୍ପର୍କ ଶିଥିଳ ହୋଇଯାଇଛି ।	[1116, 1234, 1494, 1278]
solution-row	[186, 2115, 356, 2131]
ad-label: କେବଳ ବିଜ୍ଞାପନ ପାଇଁ ବ୍ୟବହାର କରନ୍ତୁ	[1220, 1919, 1390, 1932]
paragraph: ଆହାର, ନିଦ୍ରା, ଭୟ, ମୈଥୁନ—ଏହା ତାରତମ୍ୟ ପ୍ରକୃତି ଅନୁଯାୟୀ ପ୍ରାଣୀମାନଙ୍କ ମଧ୍ୟରେ ଭିନ୍ନ ଭିନ୍ନ । ମଣିଷ ଏହା ପ୍ରତି ଅଧିକ ସଚେତନ । ନିଦ୍ରା ମଣିଷର ଜୀବନରେ ଏକ ମହତ୍ତ୍ୱପୂର୍ଣ୍ଣ ଭୂମିକା ନିର୍ବାହ କରେ ।	[1116, 405, 1494, 449]
solution-cell: 7	[204, 2147, 223, 2163]
sudoku-cell: 5	[277, 1939, 315, 1977]
letters-salutation: ମହାଶୟ,	[376, 1979, 414, 1992]
paragraph: ଭାରତ ପରି ଗଣତାନ୍ତ୍ରିକ ଦେଶ ଏହି ପ୍ରସଙ୍ଗରେ ସନ୍ତୁଳିତ ଆଭିମୁଖ୍ୟ ଗ୍ରହଣ କରିବା ଉଚିତ । ପଡ଼ୋଶୀ ଦେଶ ସହ ସମ୍ପର୍କ ବଜାୟ ରଖି ମାନବାଧିକାରର ସମର୍ଥନ କରିବା ଆମର ଦାୟିତ୍ୱ ।	[752, 552, 1100, 596]
sudoku-odia-title: ସୁ-ଡୋ-କୁ	[232, 1709, 356, 1744]
sudoku-cell	[315, 1939, 354, 1977]
paragraph: ଗଣତନ୍ତ୍ରର ମୂଳଦୁଆ ହେଉଛି ମତ ପ୍ରକାଶର ସ୍ୱାଧୀନତା । ଯେଉଁ ଦେଶରେ ଲୋକମାନେ ନିଜ ମତ ମୁକ୍ତ ଭାବେ ପ୍ରକାଶ କରିପାରନ୍ତି ନାହିଁ, ସେଠାରେ ପ୍ରକୃତ ବିକାଶ ସମ୍ଭବ ନୁହେଁ ।	[376, 249, 724, 293]
sudoku-cell: 7	[277, 2052, 315, 2090]
sudoku-grid	[8, 1751, 356, 2091]
solution-cell: 3	[186, 2227, 205, 2243]
solution-cell: 4	[223, 2147, 242, 2163]
sudoku-cell	[238, 1864, 277, 1902]
solution-cell: 5	[223, 2227, 242, 2243]
solution-row	[186, 2131, 356, 2147]
solution-cell: 3	[261, 2115, 280, 2131]
weekly-body	[1116, 1671, 1494, 1811]
sudoku-cell: 5	[238, 2015, 277, 2052]
sudoku-logo: su|do|ku	[8, 1707, 124, 1735]
sudoku-cell: 3	[124, 1864, 163, 1902]
sudoku-cell: 7	[199, 1977, 238, 2015]
solution-cell: 4	[337, 2211, 356, 2227]
section-divider	[376, 1010, 1100, 1011]
masthead-quote: ଚେତନାକୁ ବ୍ୟାପକ କରିବା ଦ୍ୱାରା ଯଥାର୍ଥ ବିଶ୍ରାମ ମିଳେ । ବିଶ୍ୱ ପରିବାରକୁ ଓ ବିସ୍ତୃତ ଦୁଃଖ ସହ ସର୍ବଦା ହିଁ ବିଶ୍ରାମରେ ହିଁ ବିଶ୍ରାମ ମିଳେ ।	[382, 11, 879, 39]
letters-mid-signer: ସୁଜାତ ଦାସ ମିଶ୍ର, ଜଗନ୍ନାଥ୍ପୁର, ଭୁବନେଶ୍ୱର	[825, 2033, 1029, 2046]
paragraph: ପ୍ରାଚୀନ କାଳରୁ ଆମ ସଂସ୍କୃତିରେ ରାଜା ଓ ପ୍ରଜାଙ୍କ ମଧ୍ୟରେ ଏକ ନିବିଡ଼ ସମ୍ପର୍କ ଥିଲା । ରାଜା ପ୍ରଜାଙ୍କ ସୁଖ ଦୁଃଖର ଖବର ରଖୁଥିଲେ । ଆଜିର ଗଣତନ୍ତ୍ରରେ ଏହି ସମ୍ପର୍କ ଶିଥିଳ ହୋଇଯାଇଛି ।	[1116, 888, 1494, 932]
paragraph: କିନ୍ତୁ କିଛି ଲୋକଙ୍କ ନିଦ କୌଣସି ଘଟଣାରେ ଭାଙ୍ଗେ ନାହିଁ । ସମାଜରେ ଯେତେ ଅନ୍ୟାୟ ଘଟିଲେ ମଧ୍ୟ ସେମାନେ ନିଜ ସ୍ୱାର୍ଥରେ ବ୍ୟସ୍ତ । ଏହି ଉଦାସୀନତା ହିଁ ସମାଜର ସବୁଠାରୁ ବଡ଼ ସମସ୍ୟା ।	[1116, 455, 1494, 500]
sudoku-cell	[277, 1752, 315, 1789]
editorial-col-2	[753, 147, 1101, 997]
paragraph: ଆସ ଲୋକେ କଥା ଗାଇଲେ ଏବଂ ସେମାନଙ୍କ କଥା ଶୁଣିଲେ ଦେଶ ଆଗକୁ ବଢ଼ିବ । ଏହା ହିଁ ଆମର ଆଶା ।	[1116, 1008, 1494, 1037]
chiratani-author: –କାଳିନ୍ଦୀ ଚରଣ ପାଣିଗ୍ରାହୀ	[1359, 104, 1482, 118]
solution-cell: 7	[318, 2211, 337, 2227]
solution-cell: 7	[242, 2227, 261, 2243]
sudoku-cell	[47, 1789, 85, 1826]
sudoku-cell	[9, 1864, 47, 1902]
sudoku-cell: 9	[9, 2052, 47, 2090]
solution-cell: 4	[280, 2131, 299, 2147]
solution-cell: 2	[261, 2243, 280, 2259]
paragraph: ଏହି ପୁରସ୍କାର ଚୀନ ପାଇଁ ଏକ ସୁଯୋଗ । ଯଦି ସେ ଏହାକୁ ସକାରାତ୍ମକ ଭାବେ ଗ୍ରହଣ କରେ, ତେବେ ସଂସ୍କାରର ନୂଆ ରାସ୍ତା ଖୋଲିପାରେ । ଅନ୍ୟଥା ଏହି ସୁଯୋଗ ହାତଛଡ଼ା ହୋଇଯିବ ।	[752, 198, 1100, 243]
solution-cell: 6	[204, 2243, 223, 2259]
sudoku-cell	[85, 1902, 124, 1939]
solution-cell: 9	[186, 2115, 205, 2131]
solution-cell: 1	[242, 2115, 261, 2131]
paragraph: ବିଗତ ଦିନମାନଙ୍କରେ ଗଣମାଧ୍ୟମର ଭୂମିକା ଉପରେ ଅନେକ ପ୍ରଶ୍ନ ଉଠିଛି । ସୂଚନା ବିସ୍ଫୋରଣର ଯୁଗରେ ପ୍ରକୃତ ଖବର ଓ ଗୁଜବ ମଧ୍ୟରେ ପାର୍ଥକ୍ୟ କରିବା କଷ୍ଟକର ହୋଇପଡ଼ିଛି ।	[376, 1165, 724, 1209]
paragraph: ଚୀନ ସରକାର ଏହି ନିଷ୍ପତ୍ତିକୁ ବିରୋଧ କରିଛନ୍ତି । ସେମାନଙ୍କ ମତରେ ଏହା ଆଭ୍ୟନ୍ତରୀଣ ବ୍ୟାପାରରେ ହସ୍ତକ୍ଷେପ । କିନ୍ତୁ ବିଶ୍ୱ ସମୁଦାୟ ଏହାକୁ ମାନବାଧିକାର ଓ ଗଣତନ୍ତ୍ରର ବିଜୟ ଭାବେ ଦେଖୁଛି ।	[376, 501, 724, 546]
sudoku-caption: ଏହାର ଉତ୍ତର ଆସନ୍ତାକାଲି ପ୍ରକାଶ ପାଇବ	[95, 2097, 269, 2108]
email-ads[interactable]	[1123, 1937, 1487, 1989]
article-title-1: କାହା ନିଦ ଭାଙ୍ଗିବ	[1162, 161, 1448, 207]
sudoku-cell	[163, 1826, 199, 1864]
sudoku-cell	[238, 1902, 277, 1939]
contact-note: ବହୁ ଲୋକ ଲେଖୁଛନ୍ତି ସେଥିରୁ ଚୟନ କରାଯାଇଥିବା ଲେଖା ପ୍ରକାଶ ପାଉଛି । ଚିଠି ସଂକ୍ଷିପ୍ତ ହେବା ଦରକାର । ପତ୍ରରେ ଲେଖକଙ୍କ ନାମ, ଠିକଣା ଓ ଫୋନ ନମ୍ବର ରହିବା ଆବଶ୍ୟକ ।	[1116, 1818, 1494, 1842]
letters-mid-header	[754, 1950, 1100, 1993]
solution-cell: 7	[299, 2131, 318, 2147]
column-divider	[366, 6, 367, 2326]
sudoku-cell: 5	[238, 1826, 277, 1864]
sudoku-cell	[163, 1789, 199, 1826]
paragraph: ନିଜର ଅଧିକାର ପାଇଁ ଲଢ଼ୁଥିବା ସାଧାରଣ ଲୋକଙ୍କ ପ୍ରତି ରାଜନୈତିକ ଦଳମାନଙ୍କର ଆଚରଣ ଅନେକ ପ୍ରଶ୍ନ ଛାଡ଼ିଯାଉଛି । ନିର୍ବାଚନ ବେଳେ ପ୍ରତିଶ୍ରୁତିର ବର୍ଷା ହୁଏ, କିନ୍ତୁ ପରେ ସବୁ ଭୁଲିଯାଆନ୍ତି ।	[8, 1053, 356, 1098]
paragraph: ଗାଁର ଜଣେ ବୃଦ୍ଧ କହନ୍ତି, ଆଜିକାଲି ପିଲାମାନେ ସହର ଆଡ଼କୁ ଚାଲିଯାଉଛନ୍ତି । ଘର ଖାଲି ପଡ଼ିଛି । ଜମି ଚାଷ ହେଉନାହିଁ । ଏହା କେବଳ ଗୋଟିଏ ଗାଁର କଥା ନୁହେଁ, ସାରା ଭାରତର ଚିତ୍ର ।	[8, 475, 356, 519]
sudoku-cell	[47, 2052, 85, 2090]
sudoku-solution-grid	[185, 2114, 356, 2259]
sudoku-section	[8, 1699, 356, 2272]
email-link[interactable]: :miku11@yahoo.com (Use only for	[1206, 1956, 1404, 1970]
paragraph: ପ୍ରାଚୀନ କାଳରୁ ଆମ ସଂସ୍କୃତିରେ ରାଜା ଓ ପ୍ରଜାଙ୍କ ମଧ୍ୟରେ ଏକ ନିବିଡ଼ ସମ୍ପର୍କ ଥିଲା । ରାଜା ପ୍ରଜାଙ୍କ ସୁଖ ଦୁଃଖର ଖବର ରଖୁଥିଲେ । ଆଜିର ଗଣତନ୍ତ୍ରରେ ଏହି ସମ୍ପର୍କ ଶିଥିଳ ହୋଇଯାଇଛି ।	[1116, 1078, 1494, 1123]
chakra-emblem-icon	[1042, 10, 1094, 62]
solution-cell: 7	[280, 2243, 299, 2259]
solution-row	[186, 2179, 356, 2195]
paragraph: ଗଣତନ୍ତ୍ରର ମୂଳଦୁଆ ହେଉଛି ମତ ପ୍ରକାଶର ସ୍ୱାଧୀନତା । ଯେଉଁ ଦେଶରେ ଲୋକମାନେ ନିଜ ମତ ମୁକ୍ତ ଭାବେ ପ୍ରକାଶ କରିପାରନ୍ତି ନାହିଁ, ସେଠାରେ ପ୍ରକୃତ ବିକାଶ ସମ୍ଭବ ନୁହେଁ ।	[376, 552, 724, 596]
solution-cell: 3	[299, 2163, 318, 2179]
center-article-byline: ଡଃ ପ୍ରଣବ ସବିତୃ ନାୟକ	[671, 1140, 805, 1156]
paragraph: କିନ୍ତୁ କିଛି ଲୋକଙ୍କ ନିଦ କୌଣସି ଘଟଣାରେ ଭାଙ୍ଗେ ନାହିଁ । ସମାଜରେ ଯେତେ ଅନ୍ୟାୟ ଘଟିଲେ ମଧ୍ୟ ସେମାନେ ନିଜ ସ୍ୱାର୍ଥରେ ବ୍ୟସ୍ତ । ଏହି ଉଦାସୀନତା ହିଁ ସମାଜର ସବୁଠାରୁ ବଡ଼ ସମସ୍ୟା ।	[1116, 319, 1494, 364]
sudoku-cell	[315, 1864, 354, 1902]
solution-cell: 5	[337, 2195, 356, 2211]
paragraph: ଆହାର, ନିଦ୍ରା, ଭୟ, ମୈଥୁନ—ଏହା ତାରତମ୍ୟ ପ୍ରକୃତି ଅନୁଯାୟୀ ପ୍ରାଣୀମାନଙ୍କ ମଧ୍ୟରେ ଭିନ୍ନ ଭିନ୍ନ । ମଣିଷ ଏହା ପ୍ରତି ଅଧିକ ସଚେତନ । ନିଦ୍ରା ମଣିଷର ଜୀବନରେ ଏକ ମହତ୍ତ୍ୱପୂର୍ଣ୍ଣ ଭୂମିକା ନିର୍ବାହ କରେ ।	[1116, 541, 1494, 585]
section-banner	[8, 6, 356, 60]
sudoku-rules: ସୁ-ଡୋ-କୁ ଏକ ଅଙ୍କ ଧନ୍ଦା । ପ୍ରତ୍ୟେକ ଧାଡ଼ି, ସ୍ତମ୍ଭ ଓ ୩x୩ ବାକ୍ସରେ ୧ରୁ ୯ ପର୍ଯ୍ୟନ୍ତ ସଂଖ୍ୟା ଥରେ ମାତ୍ର ରହିବା ଦରକାର ।	[8, 2115, 177, 2168]
sudoku-cell: 4	[199, 1902, 238, 1939]
sudoku-row	[9, 1864, 355, 1902]
right-column	[1116, 6, 1494, 2324]
poem-line: ସମସ୍ତେ ବାର ବର୍ଷ ପରିଲେ ନିଜ ଭୂଲ	[1128, 62, 1281, 75]
sudoku-cell: 9	[238, 1939, 277, 1977]
solution-cell: 5	[280, 2115, 299, 2131]
list-item: ଆମେରିକା ପ୍ରେସିଡେଣ୍ଟ ରୋନାଲ୍ଡ ରେଗାନ୍ ଓ ସୋଭିଏତ ନେତା ଗୋର୍ବାଚୋଭଙ୍କ ମଧ୍ୟରେ ଶିଖର ବୈଠକ ପାଇଁ ପ୍ରସ୍ତୁତି ଆରମ୍ଭ ।	[8, 1515, 356, 1544]
paragraph: ପରିଶ୍ରାନ୍ତ ମଣିଷ ଦିନ ଶେଷରେ ଘରକୁ ଫେରେ । ସେଠାରେ ଶିଶୁମାନଙ୍କ ହସ, ମା'ଙ୍କ ସ୍ନେହ ଓ ସାଥୀଙ୍କ ଭରସା ତାକୁ ନୂଆ ଶକ୍ତି ଦିଏ । ଏହି ଭାବନା ହିଁ ତାକୁ ବଞ୍ଚିବାର ପ୍ରେରଣା ଯୋଗାଏ ।	[8, 121, 356, 166]
solution-cell: 9	[186, 2211, 205, 2227]
paragraph: ଅର୍ଥନୈତିକ ଅଗ୍ରଗତି ସହିତ ରାଜନୈତିକ ସଂସ୍କାର ମଧ୍ୟ ଆବଶ୍ୟକ । ଚୀନ ଆଜି ବିଶ୍ୱର ଦ୍ୱିତୀୟ ବୃହତ୍ତମ ଅର୍ଥନୀତି, କିନ୍ତୁ ନାଗରିକ ସ୍ୱାଧୀନତା କ୍ଷେତ୍ରରେ ଏହା ବହୁ ପଛରେ ।	[376, 299, 724, 344]
